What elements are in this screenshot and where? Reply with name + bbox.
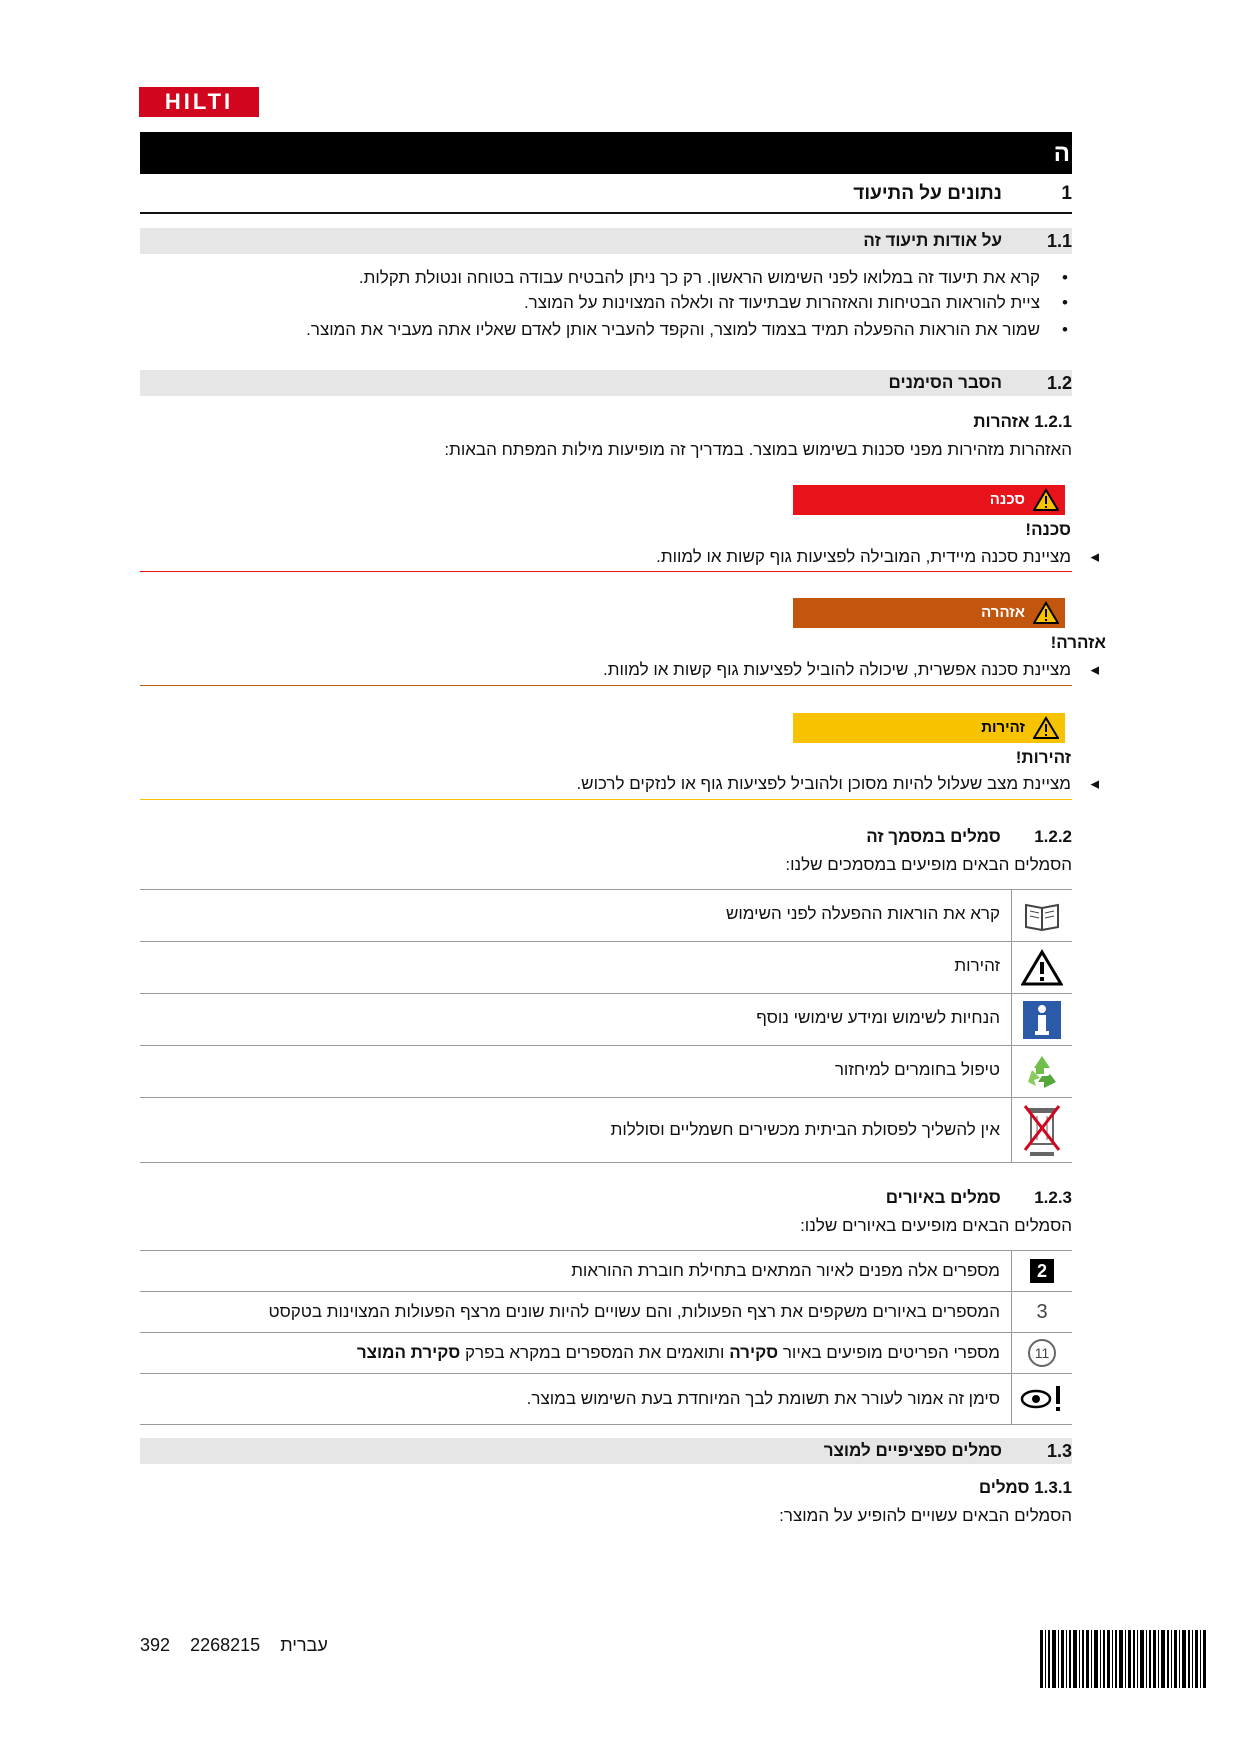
warning-triangle-icon [1033, 488, 1059, 516]
divider [140, 799, 1072, 800]
subsection-1-3-1-heading [979, 1478, 1072, 1498]
row-text: המספרים באיורים משקפים את רצף הפעולות, והם עשויים להיות שונים מרצף הפעולות המצוינות בטקסט [268, 1302, 1000, 1321]
subsection-1-2-1-heading [973, 412, 1072, 432]
section-number: 1.3 [1046, 1441, 1072, 1461]
section-1-3-heading [140, 1438, 1072, 1464]
hilti-logo: HILTI [139, 87, 259, 117]
signal-description [576, 774, 1099, 794]
book-icon [1011, 890, 1072, 941]
warning-triangle-icon [1011, 942, 1072, 993]
header-bar [140, 132, 1072, 174]
divider [140, 685, 1072, 686]
signal-label: אזהרה [981, 604, 1025, 621]
table-row [140, 1292, 1072, 1333]
section-number: 1.2.3 [1034, 1188, 1072, 1207]
divider [140, 571, 1072, 572]
section-title: הסבר הסימנים [888, 373, 1002, 392]
signal-label: זהירות [981, 719, 1025, 736]
signal-word: זהירות! [1015, 748, 1071, 767]
subsection-1-2-2-heading [866, 827, 1072, 847]
bullet-list [140, 268, 1068, 348]
barcode-icon [1040, 1630, 1208, 1688]
paragraph: האזהרות מזהירות מפני סכנות בשימוש במוצר. במדריך זה מופיעות מילות המפתח הבאות: [444, 440, 1072, 459]
section-number: 1.2.1 [1034, 412, 1072, 431]
signal-word: אזהרה! [1050, 633, 1106, 652]
signal-word: סכנה! [1025, 520, 1071, 539]
signal-text: מציינת מצב שעלול להיות מסוכן ולהוביל לפציעות גוף או לנזקים לרכוש. [576, 774, 1071, 793]
list-item-text: שמור את הוראות ההפעלה תמיד בצמוד למוצר, והקפד להעביר אותן לאדם שאליו אתה מעביר את המוצר. [306, 320, 1040, 339]
row-text: מספרי הפריטים מופיעים באיור סקירה ותואמים את המספרים במקרא בפרק סקירת המוצר [356, 1343, 1000, 1362]
warning-triangle-icon [1033, 601, 1059, 629]
page-number: 392 [140, 1635, 171, 1655]
arrow-bullet-icon: ◂ [1090, 660, 1099, 679]
warning-triangle-icon [1033, 716, 1059, 744]
section-1-1-heading [140, 228, 1072, 254]
table-row [140, 1251, 1072, 1292]
list-item-text: קרא את תיעוד זה במלואו לפני השימוש הראשון. רק כך ניתן להבטיח עבודה בטוחה ונטולת תקלות. [358, 268, 1040, 287]
paragraph: הסמלים הבאים עשויים להופיע על המוצר: [779, 1506, 1072, 1525]
table-row [140, 1333, 1072, 1374]
caution-signal-panel [793, 713, 1065, 743]
section-title: סמלים במסמך זה [866, 827, 1001, 846]
arrow-bullet-icon: ◂ [1090, 547, 1099, 566]
subsection-1-2-3-heading [886, 1188, 1072, 1208]
arrow-bullet-icon: ◂ [1090, 774, 1099, 793]
section-title: על אודות תיעוד זה [863, 231, 1002, 250]
table-row [140, 1046, 1072, 1098]
section-number: 1.2.2 [1034, 827, 1072, 846]
table-row [140, 1098, 1072, 1163]
document-symbols-table [140, 889, 1072, 1163]
row-text: קרא את הוראות ההפעלה לפני השימוש [725, 904, 1000, 923]
document-number: 2268215 [190, 1635, 261, 1655]
signal-description [656, 547, 1099, 567]
row-text: אין להשליך לפסולת הביתית מכשירים חשמליים וסוללות [610, 1120, 1000, 1139]
signal-text: מציינת סכנה מיידית, המובילה לפציעות גוף קשות או למוות. [656, 547, 1071, 566]
section-1-heading [140, 180, 1072, 214]
language-label: עברית [280, 1635, 328, 1655]
section-number: 1.2 [1046, 373, 1072, 393]
list-item: • ציית להוראות הבטיחות והאזהרות שבתיעוד זה ולאלה המצוינות על המוצר. [523, 293, 1068, 312]
section-title: סמלים ספציפיים למוצר [823, 1441, 1002, 1460]
signal-text: מציינת סכנה אפשרית, שיכולה להוביל לפציעות גוף קשות או למוות. [602, 660, 1071, 679]
table-row [140, 890, 1072, 942]
row-text: סימן זה אמור לעורר את תשומת לבך המיוחדת בעת השימוש במוצר. [526, 1389, 1000, 1408]
list-item: • שמור את הוראות ההפעלה תמיד בצמוד למוצר, והקפד להעביר אותן לאדם שאליו אתה מעביר את המוצר. [306, 320, 1068, 339]
section-number: 1.1 [1046, 231, 1072, 251]
illustration-symbols-table [140, 1250, 1072, 1425]
row-text: מספרים אלה מפנים לאיור המתאים בתחילת חוברת ההוראות [571, 1261, 1000, 1280]
table-row [140, 942, 1072, 994]
danger-signal-panel [793, 485, 1065, 515]
section-1-2-heading [140, 370, 1072, 396]
row-text: הנחיות לשימוש ומידע שימושי נוסף [756, 1008, 1000, 1027]
attention-eye-icon [1011, 1374, 1072, 1424]
section-title: סמלים [978, 1478, 1030, 1497]
section-title: סמלים באיורים [885, 1188, 1001, 1207]
section-number: 1.3.1 [1034, 1478, 1072, 1497]
signal-description [602, 660, 1099, 680]
recycle-icon [1011, 1046, 1072, 1097]
page-footer [140, 1635, 328, 1656]
table-row [140, 1374, 1072, 1425]
item-number-icon: 11 [1011, 1333, 1072, 1373]
warning-signal-panel [793, 598, 1065, 628]
paragraph: הסמלים הבאים מופיעים באיורים שלנו: [800, 1216, 1072, 1235]
row-text: טיפול בחומרים למיחזור [834, 1060, 1000, 1079]
list-item-text: ציית להוראות הבטיחות והאזהרות שבתיעוד זה ולאלה המצוינות על המוצר. [523, 293, 1040, 312]
crossed-bin-icon [1011, 1098, 1072, 1162]
list-item: • קרא את תיעוד זה במלואו לפני השימוש הראשון. רק כך ניתן להבטיח עבודה בטוחה ונטולת תקלות. [358, 268, 1068, 287]
section-title: אזהרות [973, 412, 1030, 431]
info-icon [1011, 994, 1072, 1045]
step-number-icon: 3 [1011, 1292, 1072, 1332]
row-text: זהירות [954, 956, 1000, 975]
section-title: נתונים על התיעוד [853, 183, 1002, 204]
signal-label: סכנה [989, 491, 1025, 508]
figure-number-icon: 2 [1011, 1251, 1072, 1291]
table-row [140, 994, 1072, 1046]
header-title: ה [1053, 140, 1070, 167]
paragraph: הסמלים הבאים מופיעים במסמכים שלנו: [785, 855, 1072, 874]
section-number: 1 [1061, 183, 1072, 204]
